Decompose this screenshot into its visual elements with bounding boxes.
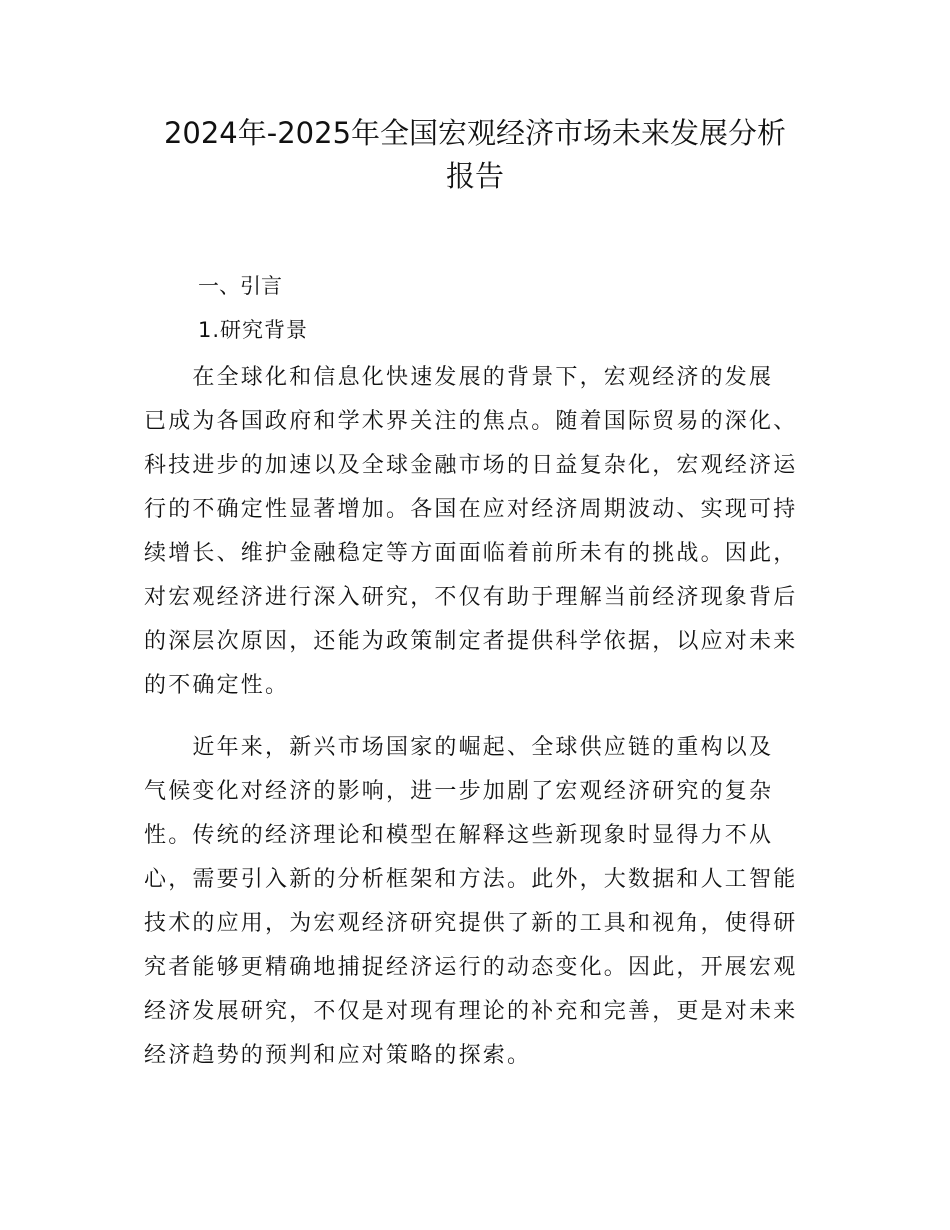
paragraph-line: 经济发展研究，不仅是对现有理论的补充和完善，更是对未来 bbox=[144, 999, 798, 1024]
paragraph-line: 气候变化对经济的影响，进一步加剧了宏观经济研究的复杂 bbox=[144, 779, 774, 804]
paragraph-2 bbox=[144, 726, 812, 1078]
paragraph-line: 对宏观经济进行深入研究，不仅有助于理解当前经济现象背后 bbox=[144, 585, 798, 610]
paragraph-line: 科技进步的加速以及全球金融市场的日益复杂化，宏观经济运 bbox=[144, 453, 798, 478]
paragraph-line: 经济趋势的预判和应对策略的探索。 bbox=[144, 1043, 532, 1068]
paragraph-line: 究者能够更精确地捕捉经济运行的动态变化。因此，开展宏观 bbox=[144, 955, 798, 980]
paragraph-line: 心，需要引入新的分析框架和方法。此外，大数据和人工智能 bbox=[144, 867, 798, 892]
paragraph-line: 的深层次原因，还能为政策制定者提供科学依据，以应对未来 bbox=[144, 629, 798, 654]
section-heading-introduction: 一、引言 bbox=[198, 274, 282, 298]
paragraph-line: 技术的应用，为宏观经济研究提供了新的工具和视角，使得研 bbox=[144, 911, 798, 936]
document-title-line-1: 2024年-2025年全国宏观经济市场未来发展分析 bbox=[163, 116, 787, 150]
paragraph-line: 性。传统的经济理论和模型在解释这些新现象时显得力不从 bbox=[144, 823, 774, 848]
paragraph-line: 行的不确定性显著增加。各国在应对经济周期波动、实现可持 bbox=[144, 497, 798, 522]
subsection-heading-research-background: 1.研究背景 bbox=[198, 318, 309, 342]
paragraph-line: 近年来，新兴市场国家的崛起、全球供应链的重构以及 bbox=[144, 735, 774, 760]
paragraph-line: 已成为各国政府和学术界关注的焦点。随着国际贸易的深化、 bbox=[144, 409, 798, 434]
document-title-line-2: 报告 bbox=[445, 159, 504, 193]
paragraph-line: 在全球化和信息化快速发展的背景下，宏观经济的发展 bbox=[144, 365, 774, 390]
paragraph-line: 续增长、维护金融稳定等方面面临着前所未有的挑战。因此， bbox=[144, 541, 798, 566]
paragraph-line: 的不确定性。 bbox=[144, 673, 290, 698]
paragraph-1 bbox=[144, 356, 812, 708]
